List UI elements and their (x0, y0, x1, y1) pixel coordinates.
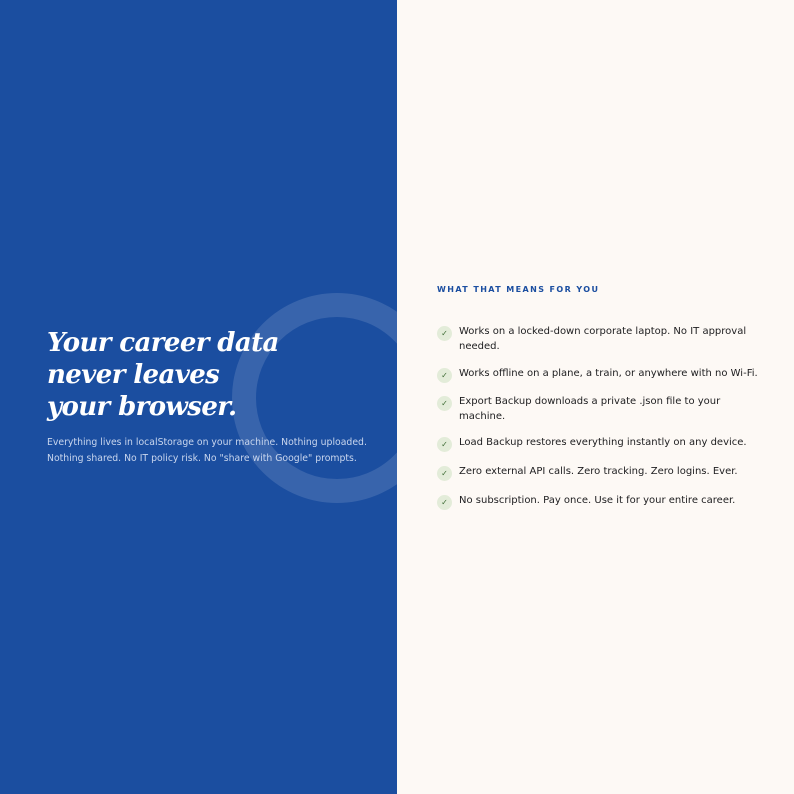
benefit-text (459, 464, 759, 479)
check-icon: ✓ (437, 437, 452, 452)
benefit-line: Zero external API calls. Zero tracking. Zero logins. Ever. (459, 466, 738, 477)
headline-line: never leaves (47, 360, 220, 390)
benefit-line: Works offline on a plane, a train, or anywhere with no Wi-Fi. (459, 368, 758, 379)
check-icon: ✓ (437, 326, 452, 341)
hero-headline (47, 327, 347, 423)
benefits-section-label: WHAT THAT MEANS FOR YOU (437, 285, 600, 294)
benefit-text (459, 435, 759, 450)
benefit-line: needed. (459, 341, 500, 352)
benefit-line: Load Backup restores everything instantly on any device. (459, 437, 747, 448)
benefit-text (459, 366, 759, 381)
benefit-line: machine. (459, 411, 506, 422)
benefit-text (459, 493, 759, 508)
benefit-text (459, 394, 759, 424)
check-icon: ✓ (437, 495, 452, 510)
benefit-line: Works on a locked-down corporate laptop. No IT approval (459, 326, 747, 337)
subtext-line: Everything lives in localStorage on your machine. Nothing uploaded. (47, 437, 367, 448)
hero-subtext (47, 435, 367, 467)
benefit-line: No subscription. Pay once. Use it for your entire career. (459, 495, 736, 506)
headline-line: Your career data (47, 328, 279, 358)
benefit-text (459, 324, 759, 354)
benefit-line: Export Backup downloads a private .json file to your (459, 396, 721, 407)
check-icon: ✓ (437, 396, 452, 411)
check-icon: ✓ (437, 466, 452, 481)
headline-line: your browser. (47, 392, 237, 422)
subtext-line: Nothing shared. No IT policy risk. No "share with Google" prompts. (47, 453, 357, 464)
benefits-panel (397, 0, 794, 794)
check-icon: ✓ (437, 368, 452, 383)
